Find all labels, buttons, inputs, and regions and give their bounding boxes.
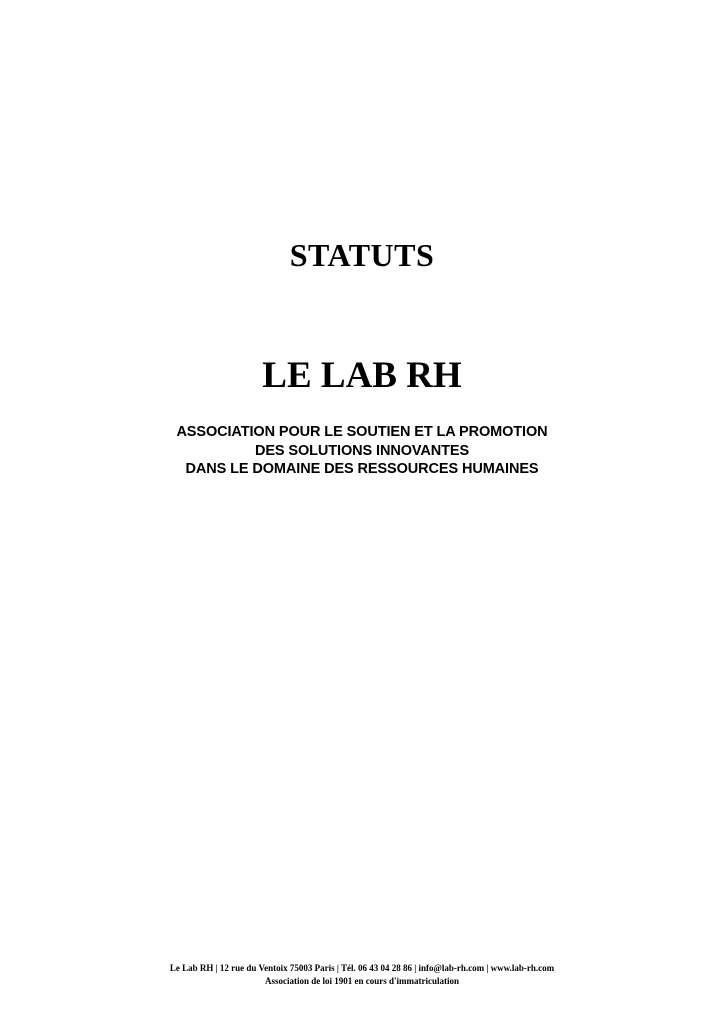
- document-subtitle: [0, 423, 724, 479]
- page-title: STATUTS: [289, 237, 435, 273]
- subtitle-line-3: DANS LE DOMAINE DES RESSOURCES HUMAINES: [185, 461, 539, 477]
- organization-name: LE LAB RH: [262, 355, 462, 396]
- page-footer: [0, 962, 724, 988]
- subtitle-line-1: ASSOCIATION POUR LE SOUTIEN ET LA PROMOTION: [176, 424, 548, 440]
- subtitle-line-2: DES SOLUTIONS INNOVANTES: [254, 442, 470, 459]
- footer-legal-line: Association de loi 1901 en cours d'immatriculation: [265, 976, 459, 986]
- footer-contact-line: Le Lab RH | 12 rue du Ventoix 75003 Paris | Tél. 06 43 04 28 86 | info@lab-rh.com | www.lab-rh.com: [169, 963, 555, 973]
